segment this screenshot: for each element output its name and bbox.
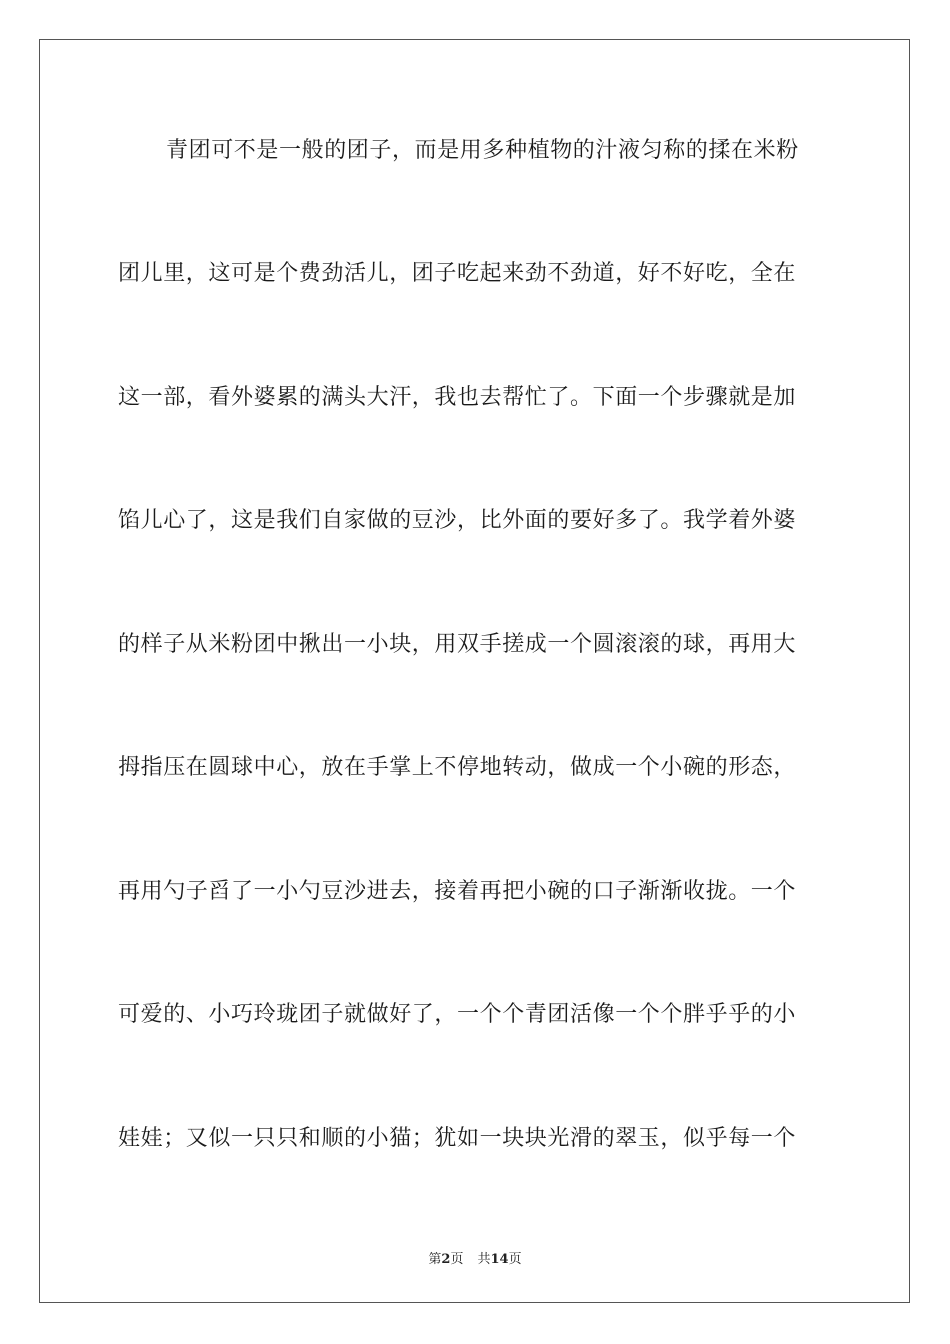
text-line: 拇指压在圆球中心，放在手掌上不停地转动，做成一个小碗的形态，: [118, 755, 797, 780]
total-pages: 14: [490, 1252, 509, 1267]
page-number: 2: [441, 1252, 451, 1267]
total-suffix: 页: [508, 1252, 522, 1267]
page-suffix: 页: [450, 1252, 464, 1267]
page-prefix: 第: [428, 1252, 442, 1267]
text-line: 可爱的、小巧玲珑团子就做好了，一个个青团活像一个个胖乎乎的小: [118, 1002, 797, 1027]
text-line: 青团可不是一般的团子，而是用多种植物的汁液匀称的揉在米粉: [166, 138, 799, 163]
page-footer: [0, 1248, 950, 1267]
total-prefix: 共: [477, 1252, 491, 1267]
page-border: [39, 39, 910, 1303]
text-line: 这一部，看外婆累的满头大汗，我也去帮忙了。下面一个步骤就是加: [118, 385, 797, 410]
text-line: 娃娃；又似一只只和顺的小猫；犹如一块块光滑的翠玉，似乎每一个: [118, 1126, 797, 1151]
text-line: 的样子从米粉团中揪出一小块，用双手搓成一个圆滚滚的球，再用大: [118, 632, 797, 657]
text-line: 再用勺子舀了一小勺豆沙进去，接着再把小碗的口子渐渐收拢。一个: [118, 879, 797, 904]
text-line: 馅儿心了，这是我们自家做的豆沙，比外面的要好多了。我学着外婆: [118, 508, 797, 533]
text-line: 团儿里，这可是个费劲活儿，团子吃起来劲不劲道，好不好吃，全在: [118, 261, 797, 286]
